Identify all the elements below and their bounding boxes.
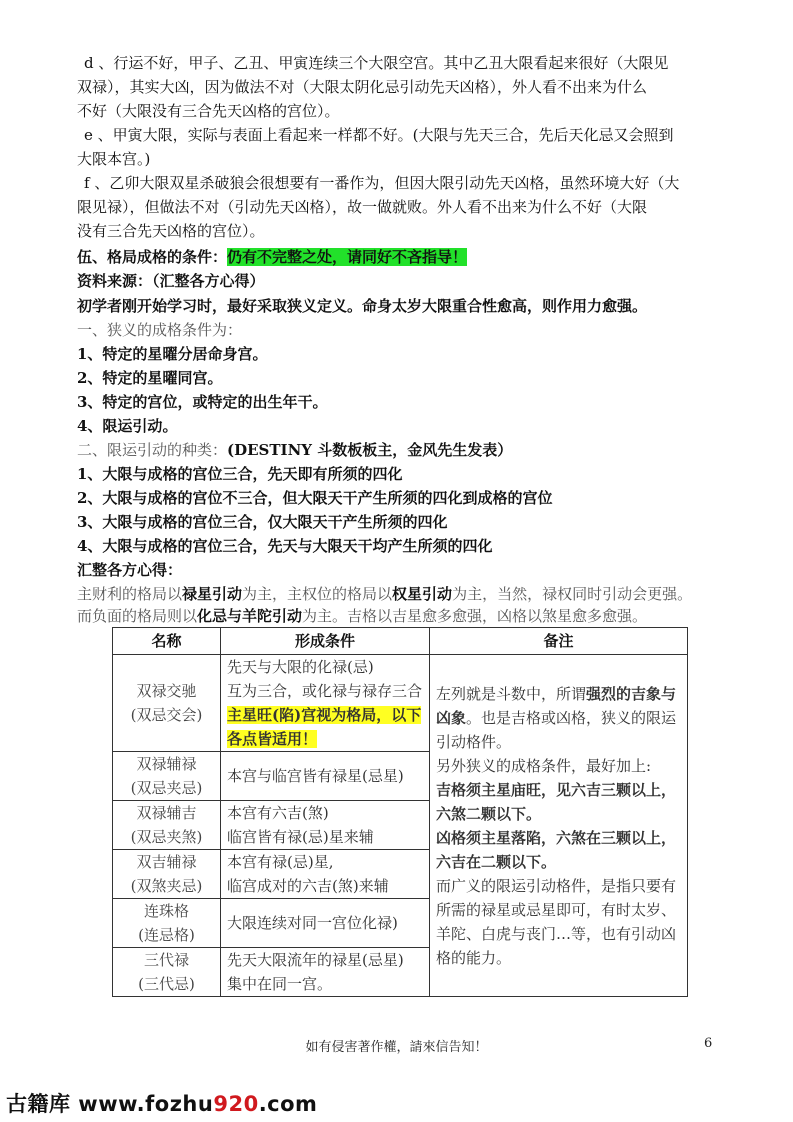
pattern-name (113, 752, 221, 801)
cond-line: 临宫皆有禄(忌)星来辅 (227, 828, 374, 846)
pattern-name (113, 801, 221, 850)
pattern-condition (221, 850, 430, 899)
table-header-row (113, 628, 688, 655)
note-line: 双禄），其实大凶，因为做法不对（大限太阴化忌引动先天凶格），外人看不出来为什么 (77, 78, 648, 96)
cond-line: 先天大限流年的禄星(忌星) (227, 951, 404, 969)
name-line: 双禄交驰 (136, 682, 197, 700)
summary-para-1 (77, 582, 692, 606)
name-line: 双禄辅禄 (136, 755, 197, 773)
note-line: f 、乙卯大限双星杀破狼会很想要有一番作为，但因大限引动先天凶格，虽然环境大好（大 (84, 174, 680, 192)
name-line: (双忌夹煞) (130, 828, 203, 846)
table-note (430, 655, 688, 997)
emphasis: 禄星引动 (182, 585, 243, 603)
narrow-heading: 一、狭义的成格条件为： (77, 321, 243, 339)
note-line: e 、甲寅大限，实际与表面上看起来一样都不好。(大限与先天三合，先后天化忌又会照到 (84, 126, 674, 144)
cond-line: 本宫有禄(忌)星, (227, 853, 334, 871)
note-line: 没有三合先天凶格的宫位）。 (77, 222, 265, 240)
emphasis: 化忌与羊陀引动 (197, 607, 303, 625)
note-text: 另外狭义的成格条件，最好加上: (436, 756, 652, 775)
summary-para-2 (77, 604, 647, 628)
text-run: 为主，主权位的格局以 (242, 585, 393, 603)
text-run: 为主，当然，禄权同时引动会更强。 (452, 585, 693, 603)
page-number: 6 (704, 1036, 713, 1051)
pattern-condition (221, 801, 430, 850)
summary-heading: 汇整各方心得： (77, 561, 183, 579)
cond-line: 集中在同一宫。 (227, 975, 333, 993)
pattern-name (113, 850, 221, 899)
section-title (77, 245, 467, 269)
emphasis: 权星引动 (392, 585, 453, 603)
pattern-condition (221, 948, 430, 997)
type-item: 1、大限与成格的宫位三合，先天即有所须的四化 (77, 465, 403, 483)
narrow-item: 1、特定的星曜分居命身宫。 (77, 345, 268, 363)
header-name: 名称 (113, 628, 221, 655)
note-emphasis: 强烈的吉象与凶象 (436, 684, 677, 727)
cond-line: 先天与大限的化禄(忌) (227, 658, 374, 676)
pattern-condition: 本宫与临宫皆有禄星(忌星) (221, 752, 430, 801)
table-row (113, 655, 688, 752)
note-emphasis: 吉格须主星庙旺，见六吉三颗以上，六煞二颗以下。 (436, 780, 677, 823)
type-item: 2、大限与成格的宫位不三合，但大限天干产生所须的四化到成格的宫位 (77, 489, 553, 507)
note-text: 。也是吉格或凶格，狭义的限运引动格件。 (436, 708, 677, 751)
text-run: 主财利的格局以 (77, 585, 183, 603)
watermark-text-red: 920 (213, 1092, 259, 1116)
note-line: 限见禄），但做法不对（引动先天凶格），故一做就败。外人看不出来为什么不好（大限 (77, 198, 648, 216)
section-title-highlight: 仍有不完整之处，请同好不吝指导！ (227, 248, 468, 266)
pattern-condition (221, 655, 430, 752)
name-line: 双禄辅吉 (136, 804, 197, 822)
note-line: 不好（大限没有三合先天凶格的宫位）。 (77, 102, 340, 120)
pattern-name (113, 948, 221, 997)
pattern-name (113, 655, 221, 752)
intro-line: 初学者刚开始学习时，最好采取狭义定义。命身太岁大限重合性愈高，则作用力愈强。 (77, 297, 648, 315)
cond-line: 本宫有六吉(煞) (227, 804, 329, 822)
note-line: 大限本宫。) (77, 150, 151, 168)
footer-notice: 如有侵害著作權，請來信告知！ (305, 1040, 488, 1055)
type-item: 4、大限与成格的宫位三合，先天与大限天干均产生所须的四化 (77, 537, 493, 555)
name-line: 三代禄 (143, 951, 189, 969)
types-heading-source: (DESTINY 斗数板板主，金风先生发表） (227, 441, 513, 459)
pattern-condition: 大限连续对同一宫位化禄) (221, 899, 430, 948)
narrow-item: 3、特定的宫位，或特定的出生年干。 (77, 393, 328, 411)
types-heading-text: 二、限运引动的种类： (77, 441, 228, 459)
name-line: (双忌夹忌) (130, 779, 203, 797)
name-line: 双吉辅禄 (136, 853, 197, 871)
name-line: (双忌交会) (130, 706, 203, 724)
note-line: d 、行运不好，甲子、乙丑、甲寅连续三个大限空宫。其中乙丑大限看起来很好（大限见 (84, 54, 669, 72)
note-text: 而广义的限运引动格件，是指只要有所需的禄星或忌星即可，有时太岁、羊陀、白虎与丧门…等，也有引动凶格的能力。 (436, 876, 677, 967)
pattern-name (113, 899, 221, 948)
watermark-text: .com (258, 1092, 318, 1116)
cond-line: 互为三合，或化禄与禄存三合 (227, 682, 423, 700)
name-line: (双煞夹忌) (130, 877, 203, 895)
cond-highlight: 主星旺(陷)宫视为格局，以下各点皆适用！ (227, 706, 422, 748)
name-line: (连忌格) (138, 926, 195, 944)
type-item: 3、大限与成格的宫位三合，仅大限天干产生所须的四化 (77, 513, 448, 531)
cond-line: 临宫成对的六吉(煞)来辅 (227, 877, 389, 895)
name-line: (三代忌) (138, 975, 195, 993)
section-title-text: 伍、格局成格的条件： (77, 248, 228, 266)
note-text: 左列就是斗数中，所谓 (436, 684, 587, 703)
narrow-item: 2、特定的星曜同宫。 (77, 369, 223, 387)
name-line: 连珠格 (143, 902, 189, 920)
source-line: 资料来源：（汇整各方心得） (77, 272, 265, 290)
text-run: 而负面的格局则以 (77, 607, 198, 625)
text-run: 为主。吉格以吉星愈多愈强，凶格以煞星愈多愈强。 (302, 607, 648, 625)
types-heading (77, 438, 512, 462)
narrow-item: 4、限运引动。 (77, 417, 178, 435)
watermark (6, 1088, 317, 1118)
pattern-table (112, 627, 688, 997)
watermark-text: 古籍库 www.fozhu (6, 1092, 214, 1116)
header-condition: 形成条件 (221, 628, 430, 655)
note-emphasis: 凶格须主星落陷，六煞在三颗以上，六吉在二颗以下。 (436, 828, 677, 871)
header-note: 备注 (430, 628, 688, 655)
